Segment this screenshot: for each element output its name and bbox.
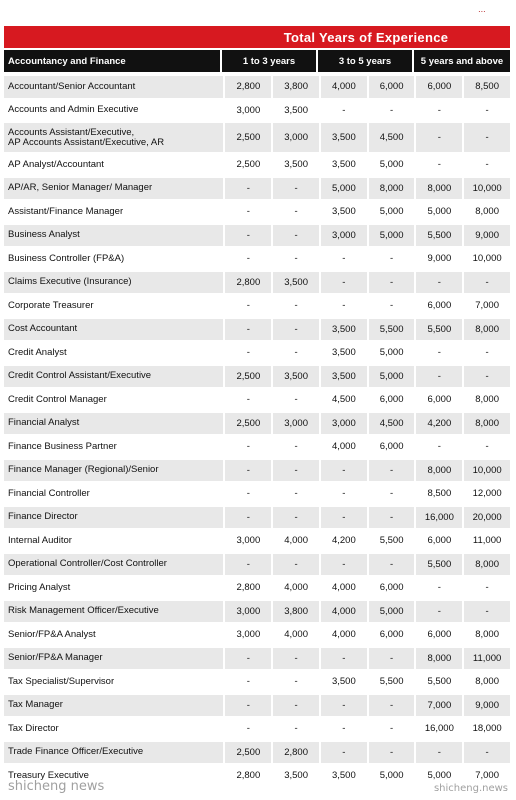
table-row xyxy=(4,577,510,599)
salary-cell: 3,500 xyxy=(319,154,367,176)
table-row xyxy=(4,742,510,764)
job-title: Tax Manager xyxy=(4,695,223,717)
salary-cell: 10,000 xyxy=(462,460,510,482)
job-title: Internal Auditor xyxy=(4,530,223,552)
job-title: Risk Management Officer/Executive xyxy=(4,601,223,623)
salary-cell: 8,000 xyxy=(414,460,462,482)
salary-cell: 6,000 xyxy=(414,76,462,98)
salary-cell: - xyxy=(462,123,510,152)
salary-cell: - xyxy=(414,577,462,599)
salary-cell: 4,000 xyxy=(271,530,319,552)
header-category: Accountancy and Finance xyxy=(4,50,220,72)
salary-cell: - xyxy=(223,718,271,740)
salary-cell: - xyxy=(223,295,271,317)
salary-cell: - xyxy=(367,483,415,505)
salary-cell: 3,800 xyxy=(271,601,319,623)
salary-cell: 8,000 xyxy=(462,413,510,435)
job-title: Claims Executive (Insurance) xyxy=(4,272,223,294)
job-title: Pricing Analyst xyxy=(4,577,223,599)
salary-cell: - xyxy=(271,248,319,270)
job-title: Accountant/Senior Accountant xyxy=(4,76,223,98)
table-row xyxy=(4,601,510,623)
salary-cell: - xyxy=(223,436,271,458)
table-row xyxy=(4,248,510,270)
table-row xyxy=(4,624,510,646)
salary-cell: 3,000 xyxy=(271,413,319,435)
salary-cell: 8,000 xyxy=(462,554,510,576)
salary-cell: 3,500 xyxy=(319,319,367,341)
salary-cell: - xyxy=(271,460,319,482)
salary-cell: - xyxy=(223,648,271,670)
table-row xyxy=(4,100,510,122)
salary-cell: 7,000 xyxy=(414,695,462,717)
salary-cell: 2,800 xyxy=(223,577,271,599)
salary-cell: - xyxy=(414,123,462,152)
salary-cell: 3,500 xyxy=(271,100,319,122)
job-title: AP/AR, Senior Manager/ Manager xyxy=(4,178,223,200)
salary-cell: 3,500 xyxy=(319,765,367,787)
table-row xyxy=(4,507,510,529)
salary-cell: 11,000 xyxy=(462,530,510,552)
salary-cell: - xyxy=(367,648,415,670)
table-row xyxy=(4,272,510,294)
salary-cell: 3,500 xyxy=(319,201,367,223)
salary-cell: - xyxy=(271,507,319,529)
salary-cell: - xyxy=(414,154,462,176)
salary-cell: - xyxy=(414,742,462,764)
salary-cell: - xyxy=(271,554,319,576)
salary-cell: 2,800 xyxy=(271,742,319,764)
table-row xyxy=(4,123,510,152)
salary-cell: 5,000 xyxy=(367,601,415,623)
salary-cell: - xyxy=(271,201,319,223)
table-row xyxy=(4,76,510,98)
salary-cell: 4,000 xyxy=(271,624,319,646)
job-title: Accounts Assistant/Executive, AP Accounts Assistant/Executive, AR xyxy=(4,123,223,152)
salary-cell: 5,500 xyxy=(414,319,462,341)
salary-cell: - xyxy=(414,436,462,458)
job-title: Credit Control Assistant/Executive xyxy=(4,366,223,388)
salary-cell: 8,000 xyxy=(367,178,415,200)
salary-cell: - xyxy=(271,436,319,458)
salary-cell: 7,000 xyxy=(462,295,510,317)
salary-cell: 8,000 xyxy=(414,648,462,670)
table-row xyxy=(4,295,510,317)
salary-cell: 8,000 xyxy=(462,671,510,693)
salary-cell: 4,000 xyxy=(319,76,367,98)
salary-cell: 6,000 xyxy=(414,295,462,317)
salary-cell: - xyxy=(271,342,319,364)
salary-cell: 5,500 xyxy=(367,530,415,552)
job-title: Finance Manager (Regional)/Senior xyxy=(4,460,223,482)
table-row xyxy=(4,178,510,200)
salary-cell: 3,000 xyxy=(271,123,319,152)
salary-cell: 11,000 xyxy=(462,648,510,670)
salary-cell: - xyxy=(367,272,415,294)
salary-cell: 8,000 xyxy=(414,178,462,200)
salary-cell: 2,500 xyxy=(223,413,271,435)
salary-cell: 6,000 xyxy=(367,389,415,411)
job-title: Tax Director xyxy=(4,718,223,740)
job-title: Trade Finance Officer/Executive xyxy=(4,742,223,764)
salary-cell: - xyxy=(223,319,271,341)
table-row xyxy=(4,530,510,552)
salary-cell: 4,000 xyxy=(319,436,367,458)
salary-cell: - xyxy=(319,554,367,576)
salary-cell: 3,500 xyxy=(319,342,367,364)
salary-cell: 4,000 xyxy=(319,624,367,646)
salary-cell: - xyxy=(319,507,367,529)
salary-cell: 4,000 xyxy=(319,601,367,623)
job-title: Senior/FP&A Analyst xyxy=(4,624,223,646)
salary-cell: 18,000 xyxy=(462,718,510,740)
salary-cell: - xyxy=(223,178,271,200)
table-row xyxy=(4,483,510,505)
table-row xyxy=(4,648,510,670)
salary-cell: - xyxy=(319,718,367,740)
salary-cell: 9,000 xyxy=(462,695,510,717)
salary-cell: - xyxy=(271,648,319,670)
salary-cell: - xyxy=(223,483,271,505)
salary-cell: 5,500 xyxy=(414,554,462,576)
table-row xyxy=(4,154,510,176)
salary-cell: - xyxy=(271,671,319,693)
table-row xyxy=(4,342,510,364)
salary-cell: 5,000 xyxy=(319,178,367,200)
header-group-1-3: 1 to 3 years xyxy=(222,50,316,72)
job-title: Credit Control Manager xyxy=(4,389,223,411)
salary-cell: - xyxy=(319,648,367,670)
salary-cell: 6,000 xyxy=(414,530,462,552)
salary-cell: 3,500 xyxy=(271,272,319,294)
table-row xyxy=(4,671,510,693)
salary-cell: - xyxy=(462,742,510,764)
salary-cell: 16,000 xyxy=(414,507,462,529)
salary-cell: 2,800 xyxy=(223,272,271,294)
table-row xyxy=(4,554,510,576)
salary-cell: - xyxy=(462,154,510,176)
table-row xyxy=(4,413,510,435)
top-strip xyxy=(0,0,516,22)
table-title: Total Years of Experience xyxy=(283,29,449,45)
salary-cell: - xyxy=(367,718,415,740)
salary-cell: 3,000 xyxy=(223,624,271,646)
salary-cell: 3,000 xyxy=(223,100,271,122)
job-title: Finance Business Partner xyxy=(4,436,223,458)
salary-cell: 20,000 xyxy=(462,507,510,529)
salary-cell: 7,000 xyxy=(462,765,510,787)
job-title: Finance Director xyxy=(4,507,223,529)
salary-cell: - xyxy=(271,178,319,200)
salary-cell: 10,000 xyxy=(462,178,510,200)
salary-cell: 9,000 xyxy=(414,248,462,270)
salary-cell: 4,500 xyxy=(367,413,415,435)
salary-cell: - xyxy=(367,460,415,482)
salary-cell: 5,000 xyxy=(414,765,462,787)
salary-cell: 5,000 xyxy=(414,201,462,223)
salary-cell: 4,500 xyxy=(319,389,367,411)
salary-cell: - xyxy=(367,742,415,764)
salary-cell: 2,500 xyxy=(223,123,271,152)
salary-cell: - xyxy=(367,507,415,529)
watermark-left: shicheng news xyxy=(8,779,105,794)
salary-cell: 4,500 xyxy=(367,123,415,152)
salary-cell: - xyxy=(223,248,271,270)
job-title: Business Analyst xyxy=(4,225,223,247)
salary-cell: - xyxy=(223,225,271,247)
job-title: Credit Analyst xyxy=(4,342,223,364)
salary-cell: - xyxy=(271,225,319,247)
salary-cell: - xyxy=(223,342,271,364)
salary-cell: - xyxy=(223,671,271,693)
salary-cell: 3,000 xyxy=(319,413,367,435)
job-title: Accounts and Admin Executive xyxy=(4,100,223,122)
salary-cell: 6,000 xyxy=(414,389,462,411)
watermark-right: shicheng.news xyxy=(433,783,508,794)
corner-text: ... xyxy=(478,4,486,14)
salary-cell: 5,500 xyxy=(414,671,462,693)
salary-cell: 5,000 xyxy=(367,765,415,787)
salary-cell: - xyxy=(319,248,367,270)
salary-cell: - xyxy=(223,507,271,529)
salary-cell: 16,000 xyxy=(414,718,462,740)
table-row xyxy=(4,436,510,458)
salary-cell: - xyxy=(414,100,462,122)
salary-cell: - xyxy=(319,742,367,764)
job-title: AP Analyst/Accountant xyxy=(4,154,223,176)
salary-cell: 6,000 xyxy=(414,624,462,646)
salary-cell: - xyxy=(462,577,510,599)
salary-cell: 4,200 xyxy=(414,413,462,435)
job-title: Cost Accountant xyxy=(4,319,223,341)
job-title: Treasury Executive xyxy=(4,765,223,787)
header-group-5-plus: 5 years and above xyxy=(414,50,510,72)
salary-cell: - xyxy=(271,389,319,411)
table-row xyxy=(4,319,510,341)
job-title: Business Controller (FP&A) xyxy=(4,248,223,270)
salary-cell: - xyxy=(367,695,415,717)
table-row xyxy=(4,389,510,411)
salary-cell: 4,200 xyxy=(319,530,367,552)
salary-cell: 5,000 xyxy=(367,225,415,247)
salary-cell: 4,000 xyxy=(319,577,367,599)
salary-cell: 5,000 xyxy=(367,201,415,223)
salary-cell: 2,500 xyxy=(223,366,271,388)
job-title: Assistant/Finance Manager xyxy=(4,201,223,223)
salary-cell: - xyxy=(414,342,462,364)
table-row xyxy=(4,718,510,740)
salary-cell: 6,000 xyxy=(367,76,415,98)
salary-cell: - xyxy=(367,248,415,270)
salary-cell: 3,000 xyxy=(319,225,367,247)
salary-cell: 8,000 xyxy=(462,319,510,341)
salary-cell: - xyxy=(271,319,319,341)
salary-cell: 6,000 xyxy=(367,624,415,646)
table-row xyxy=(4,695,510,717)
salary-cell: - xyxy=(271,483,319,505)
salary-table xyxy=(4,74,510,789)
salary-cell: - xyxy=(223,389,271,411)
salary-cell: 8,000 xyxy=(462,389,510,411)
salary-cell: 5,500 xyxy=(367,671,415,693)
salary-cell: 3,500 xyxy=(271,366,319,388)
job-title: Corporate Treasurer xyxy=(4,295,223,317)
salary-cell: 3,000 xyxy=(223,601,271,623)
salary-cell: 6,000 xyxy=(367,577,415,599)
salary-cell: - xyxy=(462,342,510,364)
salary-cell: - xyxy=(414,601,462,623)
salary-cell: 10,000 xyxy=(462,248,510,270)
salary-cell: - xyxy=(319,100,367,122)
salary-cell: 3,500 xyxy=(319,123,367,152)
salary-cell: 2,800 xyxy=(223,76,271,98)
salary-cell: - xyxy=(462,272,510,294)
salary-cell: 8,500 xyxy=(414,483,462,505)
salary-cell: - xyxy=(462,100,510,122)
job-title: Financial Analyst xyxy=(4,413,223,435)
salary-cell: - xyxy=(462,366,510,388)
salary-cell: 6,000 xyxy=(367,436,415,458)
salary-cell: - xyxy=(223,201,271,223)
salary-cell: 2,500 xyxy=(223,154,271,176)
salary-cell: 3,500 xyxy=(271,154,319,176)
header-row xyxy=(4,50,510,72)
job-title: Financial Controller xyxy=(4,483,223,505)
salary-cell: 4,000 xyxy=(271,577,319,599)
salary-cell: 5,500 xyxy=(367,319,415,341)
salary-cell: 3,000 xyxy=(223,530,271,552)
job-title: Operational Controller/Cost Controller xyxy=(4,554,223,576)
table-row xyxy=(4,201,510,223)
salary-cell: - xyxy=(462,436,510,458)
header-group-3-5: 3 to 5 years xyxy=(318,50,412,72)
salary-cell: 3,500 xyxy=(271,765,319,787)
salary-cell: - xyxy=(319,483,367,505)
salary-cell: - xyxy=(414,272,462,294)
salary-cell: - xyxy=(462,601,510,623)
salary-cell: 9,000 xyxy=(462,225,510,247)
title-bar xyxy=(4,26,510,48)
salary-cell: 8,000 xyxy=(462,624,510,646)
salary-cell: - xyxy=(319,295,367,317)
salary-cell: 5,500 xyxy=(414,225,462,247)
salary-cell: 8,500 xyxy=(462,76,510,98)
salary-cell: 5,000 xyxy=(367,342,415,364)
salary-cell: 3,500 xyxy=(319,366,367,388)
salary-cell: - xyxy=(367,554,415,576)
salary-cell: 3,500 xyxy=(319,671,367,693)
table-row xyxy=(4,366,510,388)
table-row xyxy=(4,460,510,482)
salary-cell: - xyxy=(271,718,319,740)
salary-cell: 12,000 xyxy=(462,483,510,505)
salary-cell: - xyxy=(223,554,271,576)
salary-cell: - xyxy=(223,695,271,717)
job-title: Senior/FP&A Manager xyxy=(4,648,223,670)
salary-cell: - xyxy=(367,100,415,122)
salary-cell: - xyxy=(367,295,415,317)
job-title: Tax Specialist/Supervisor xyxy=(4,671,223,693)
salary-cell: 5,000 xyxy=(367,366,415,388)
table-row xyxy=(4,225,510,247)
salary-cell: - xyxy=(223,460,271,482)
salary-cell: - xyxy=(319,695,367,717)
salary-cell: - xyxy=(414,366,462,388)
salary-cell: - xyxy=(271,295,319,317)
salary-cell: - xyxy=(271,695,319,717)
salary-cell: 5,000 xyxy=(367,154,415,176)
salary-cell: - xyxy=(319,460,367,482)
salary-cell: 2,800 xyxy=(223,765,271,787)
salary-cell: 8,000 xyxy=(462,201,510,223)
salary-cell: 2,500 xyxy=(223,742,271,764)
salary-cell: 3,800 xyxy=(271,76,319,98)
salary-cell: - xyxy=(319,272,367,294)
